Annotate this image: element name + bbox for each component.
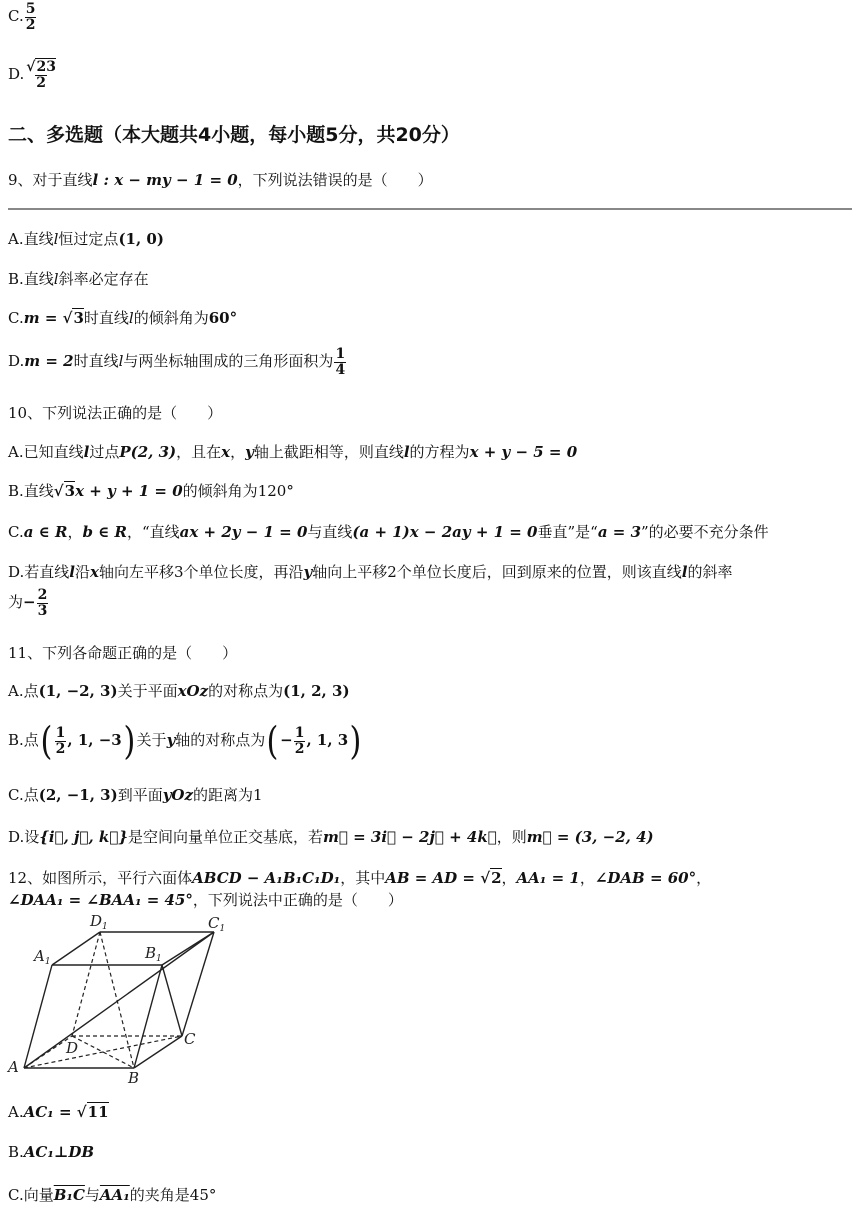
q8-option-c[interactable] — [8, 2, 37, 32]
q11-option-d[interactable]: D.设{i⃗, j⃗, k⃗}是空间向量单位正交基底，若m⃗ = 3i⃗ − 2j⃗ + 4k⃗，则m⃗ = (3, −2, 4) — [8, 828, 654, 846]
q10-option-b[interactable]: B.直线√3x + y + 1 = 0的倾斜角为120° — [8, 482, 294, 500]
question-11-stem: 11、下列各命题正确的是（ ） — [8, 644, 238, 662]
q10-option-d[interactable]: D.若直线l沿x轴向左平移3个单位长度，再沿y轴向上平移2个单位长度后，回到原来的位置，则该直线l的斜率 — [8, 563, 733, 581]
q8-option-d[interactable] — [8, 60, 58, 90]
question-9-stem: 9、对于直线l : x − my − 1 = 0，下列说法错误的是（ ） — [8, 171, 433, 189]
label-b1: $B_1$ — [145, 944, 162, 964]
q9-option-d[interactable]: D.m = 2时直线l与两坐标轴围成的三角形面积为 $\frac{1}{4}$ — [8, 346, 346, 378]
question-12-stem-cont: ∠DAA₁ = ∠BAA₁ = 45°，下列说法中正确的是（ ） — [8, 891, 403, 909]
option-label: D. — [8, 65, 25, 84]
fraction: $\frac{2}{3}$ — [37, 587, 48, 619]
q9-option-b[interactable]: B.直线l斜率必定存在 — [8, 270, 149, 288]
label-a1: $A_1$ — [34, 947, 51, 967]
question-10-stem: 10、下列说法正确的是（ ） — [8, 404, 223, 422]
label-c1: $C_1$ — [208, 914, 226, 934]
label-a: A — [8, 1058, 19, 1076]
q10-option-a[interactable]: A.已知直线l过点P(2, 3)，且在x，y轴上截距相等，则直线l的方程为x + y − 5 = 0 — [8, 443, 578, 461]
option-label: C. — [8, 7, 24, 26]
section-heading: 二、多选题（本大题共4小题，每小题5分，共20分） — [8, 124, 460, 146]
q12-option-c[interactable]: C.向量B₁C与AA₁的夹角是45° — [8, 1186, 217, 1204]
divider — [8, 208, 852, 210]
parallelepiped-figure — [4, 906, 224, 1086]
q9-option-a[interactable]: A.直线l恒过定点(1, 0) — [8, 230, 164, 248]
question-12-stem: 12、如图所示，平行六面体ABCD − A₁B₁C₁D₁，其中AB = AD = √2，AA₁ = 1，∠DAB = 60°， — [8, 869, 712, 887]
fraction: $\frac{√23}{2}$ — [26, 59, 56, 91]
q12-option-a[interactable]: A.AC₁ = √11 — [8, 1103, 109, 1121]
q10-option-c[interactable]: C.a ∈ R，b ∈ R，“直线ax + 2y − 1 = 0与直线(a + 1)x − 2ay + 1 = 0垂直”是“a = 3”的必要不充分条件 — [8, 523, 769, 541]
label-b: B — [128, 1069, 140, 1087]
q11-option-b[interactable]: B.点( $\frac{1}{2}$ , 1, −3)关于y轴的对称点为(− $\frac{1}{2}$ , 1, 3) — [8, 719, 362, 763]
q10-option-d-cont: 为− $\frac{2}{3}$ — [8, 587, 48, 619]
label-d1: $D_1$ — [90, 912, 108, 932]
fraction: $\frac{1}{2}$ — [55, 724, 66, 757]
fraction: $\frac{1}{2}$ — [294, 724, 305, 757]
fraction: $\frac{5}{2}$ — [25, 1, 36, 33]
fraction: $\frac{1}{4}$ — [335, 346, 346, 378]
label-c: C — [184, 1030, 196, 1048]
q12-option-b[interactable]: B.AC₁⊥DB — [8, 1143, 95, 1161]
q11-option-a[interactable]: A.点(1, −2, 3)关于平面xOz的对称点为(1, 2, 3) — [8, 682, 350, 700]
label-d: D — [66, 1039, 79, 1057]
q9-option-c[interactable]: C.m = √3时直线l的倾斜角为60° — [8, 309, 238, 327]
q11-option-c[interactable]: C.点(2, −1, 3)到平面yOz的距离为1 — [8, 786, 263, 804]
